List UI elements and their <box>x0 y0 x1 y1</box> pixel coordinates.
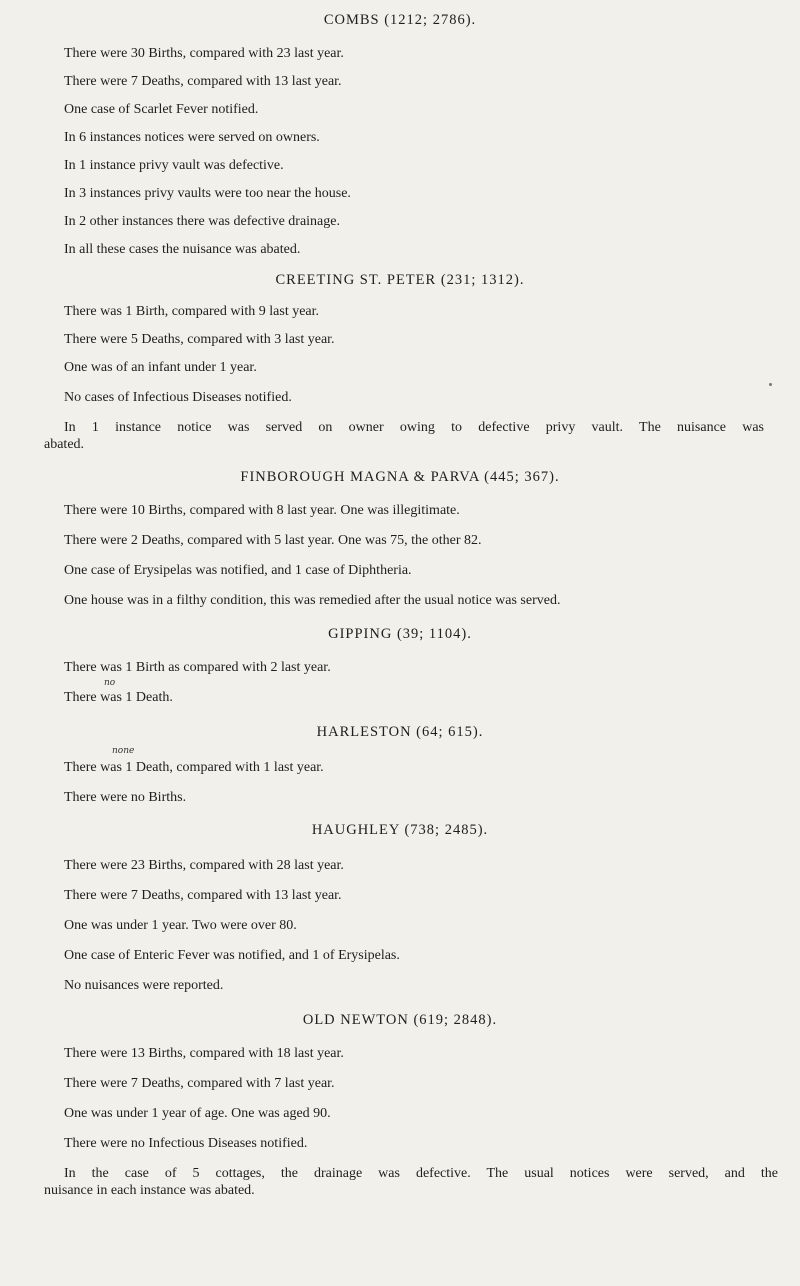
oldnewton-line-2: There were 7 Deaths, compared with 7 last year. <box>64 1076 335 1091</box>
haughley-line-1: There were 23 Births, compared with 28 last year. <box>64 858 344 873</box>
finborough-line-2: There were 2 Deaths, compared with 5 last year. One was 75, the other 82. <box>64 533 482 548</box>
section-heading-haughley: HAUGHLEY (738; 2485). <box>311 822 489 838</box>
haughley-line-2: There were 7 Deaths, compared with 13 last year. <box>64 888 342 903</box>
section-heading-finborough: FINBOROUGH MAGNA & PARVA (445; 367). <box>240 469 560 485</box>
oldnewton-line-3: One was under 1 year of age. One was aged 90. <box>64 1106 331 1121</box>
harleston-line-1: There was 1 Death, compared with 1 last year. <box>64 760 324 775</box>
gipping-line-2: There was 1 Death. <box>64 690 173 705</box>
combs-line-6: In 3 instances privy vaults were too near the house. <box>64 186 351 201</box>
combs-line-7: In 2 other instances there was defective drainage. <box>64 214 340 229</box>
section-heading-old-newton: OLD NEWTON (619; 2848). <box>302 1012 498 1028</box>
combs-line-3: One case of Scarlet Fever notified. <box>64 102 259 117</box>
combs-line-2: There were 7 Deaths, compared with 13 last year. <box>64 74 342 89</box>
handwritten-annotation-gipping: no <box>104 678 116 688</box>
section-heading-gipping: GIPPING (39; 1104). <box>328 626 472 642</box>
oldnewton-paragraph-line-2: nuisance in each instance was abated. <box>44 1183 255 1198</box>
haughley-line-5: No nuisances were reported. <box>64 978 224 993</box>
combs-line-1: There were 30 Births, compared with 23 last year. <box>64 46 344 61</box>
finborough-line-1: There were 10 Births, compared with 8 last year. One was illegitimate. <box>64 503 460 518</box>
oldnewton-paragraph-line-1: In the case of 5 cottages, the drainage was defective. The usual notices were served, and the <box>64 1166 778 1181</box>
oldnewton-line-1: There were 13 Births, compared with 18 last year. <box>64 1046 344 1061</box>
creeting-paragraph-line-2: abated. <box>44 437 85 452</box>
gipping-line-1: There was 1 Birth as compared with 2 last year. <box>64 660 331 675</box>
page-title: COMBS (1212; 2786). <box>323 12 477 28</box>
harleston-line-2: There were no Births. <box>64 790 187 805</box>
finborough-line-3: One case of Erysipelas was notified, and 1 case of Diphtheria. <box>64 563 412 578</box>
haughley-line-4: One case of Enteric Fever was notified, and 1 of Erysipelas. <box>64 948 400 963</box>
speck-mark <box>769 383 772 386</box>
creeting-paragraph-line-1: In 1 instance notice was served on owner owing to defective privy vault. The nuisance was <box>64 420 764 435</box>
haughley-line-3: One was under 1 year. Two were over 80. <box>64 918 297 933</box>
section-heading-harleston: HARLESTON (64; 615). <box>316 724 484 740</box>
creeting-line-1: There was 1 Birth, compared with 9 last year. <box>64 304 320 319</box>
finborough-line-4: One house was in a filthy condition, this was remedied after the usual notice was served. <box>64 593 561 608</box>
section-heading-creeting: CREETING ST. PETER (231; 1312). <box>275 272 525 288</box>
handwritten-annotation-harleston: none <box>112 746 135 756</box>
combs-line-5: In 1 instance privy vault was defective. <box>64 158 284 173</box>
creeting-line-4: No cases of Infectious Diseases notified. <box>64 390 292 405</box>
creeting-line-2: There were 5 Deaths, compared with 3 last year. <box>64 332 335 347</box>
creeting-line-3: One was of an infant under 1 year. <box>64 360 257 375</box>
combs-line-8: In all these cases the nuisance was abated. <box>64 242 301 257</box>
combs-line-4: In 6 instances notices were served on owners. <box>64 130 320 145</box>
oldnewton-line-4: There were no Infectious Diseases notified. <box>64 1136 308 1151</box>
